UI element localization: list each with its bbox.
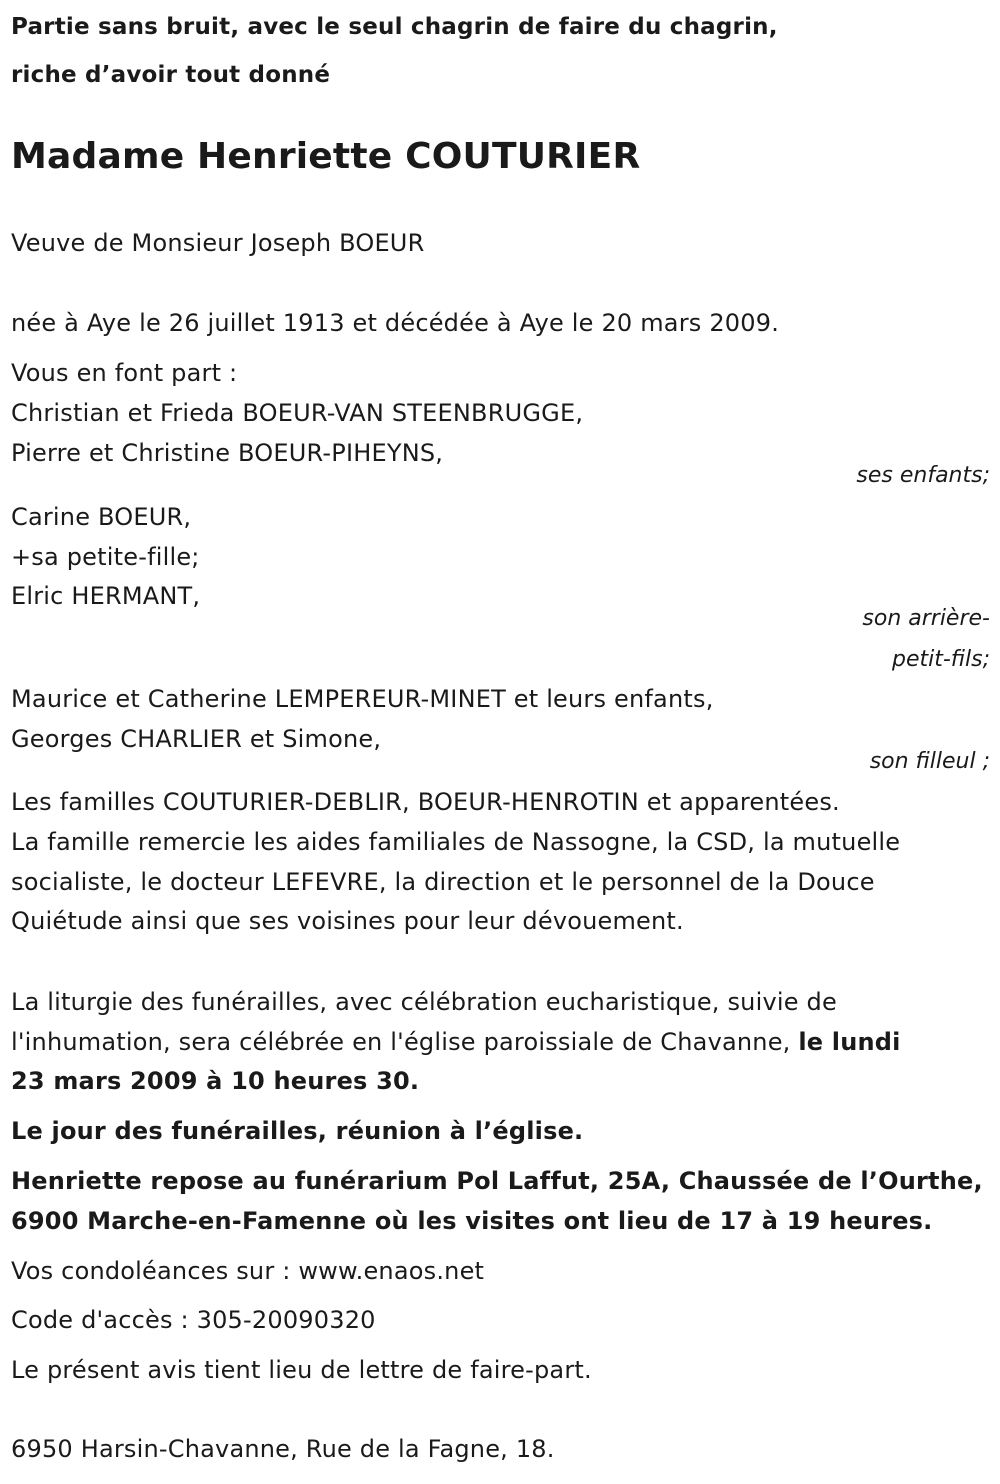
address: 6950 Harsin-Chavanne, Rue de la Fagne, 18. (11, 1435, 555, 1463)
access-code: Code d'accès : 305-20090320 (11, 1306, 376, 1334)
child-2: Pierre et Christine BOEUR-PIHEYNS, (11, 439, 444, 467)
condolences-website: Vos condoléances sur : www.enaos.net (11, 1257, 485, 1285)
widow-of: Veuve de Monsieur Joseph BOEUR (11, 229, 425, 257)
intro-line-1: Partie sans bruit, avec le seul chagrin de faire du chagrin, (11, 14, 778, 40)
grandchild-line-1: Carine BOEUR, (11, 503, 192, 531)
funeral-day: le lundi (798, 1028, 901, 1056)
intro-line-2: riche d’avoir tout donné (11, 62, 331, 88)
funeral-line-1: La liturgie des funérailles, avec célébration eucharistique, suivie de (11, 988, 837, 1016)
other-relatives-1: Maurice et Catherine LEMPEREUR-MINET et leurs enfants, (11, 685, 714, 713)
child-1: Christian et Frieda BOEUR-VAN STEENBRUGGE, (11, 399, 584, 427)
funerarium-line-1: Henriette repose au funérarium Pol Laffut, 25A, Chaussée de l’Ourthe, (11, 1167, 983, 1195)
birth-death-dates: née à Aye le 26 juillet 1913 et décédée à Aye le 20 mars 2009. (11, 309, 780, 337)
grandchild-line-3: Elric HERMANT, (11, 582, 201, 610)
funeral-line-2-text: l'inhumation, sera célébrée en l'église paroissiale de Chavanne, (11, 1028, 799, 1056)
thanks-line-1: La famille remercie les aides familiales de Nassogne, la CSD, la mutuelle (11, 828, 901, 856)
grandchild-line-2: +sa petite-fille; (11, 543, 200, 571)
funeral-date-time: 23 mars 2009 à 10 heures 30. (11, 1067, 420, 1095)
deceased-name: Madame Henriette COUTURIER (11, 136, 641, 177)
thanks-line-3: Quiétude ainsi que ses voisines pour leur dévouement. (11, 907, 684, 935)
children-label: ses enfants; (856, 463, 990, 488)
thanks-line-2: socialiste, le docteur LEFEVRE, la direction et le personnel de la Douce (11, 868, 875, 896)
great-grandson-label-1: son arrière- (862, 606, 990, 631)
notice-statement: Le présent avis tient lieu de lettre de faire-part. (11, 1356, 592, 1384)
other-relatives-2: Georges CHARLIER et Simone, (11, 725, 382, 753)
announcers-heading: Vous en font part : (11, 359, 238, 387)
funerarium-line-2: 6900 Marche-en-Famenne où les visites ont lieu de 17 à 19 heures. (11, 1207, 933, 1235)
godson-label: son filleul ; (869, 749, 990, 774)
families-line: Les familles COUTURIER-DEBLIR, BOEUR-HENROTIN et apparentées. (11, 788, 840, 816)
funeral-line-2 (11, 1027, 901, 1057)
great-grandson-label-2: petit-fils; (891, 647, 990, 672)
funeral-meeting: Le jour des funérailles, réunion à l’église. (11, 1117, 584, 1145)
